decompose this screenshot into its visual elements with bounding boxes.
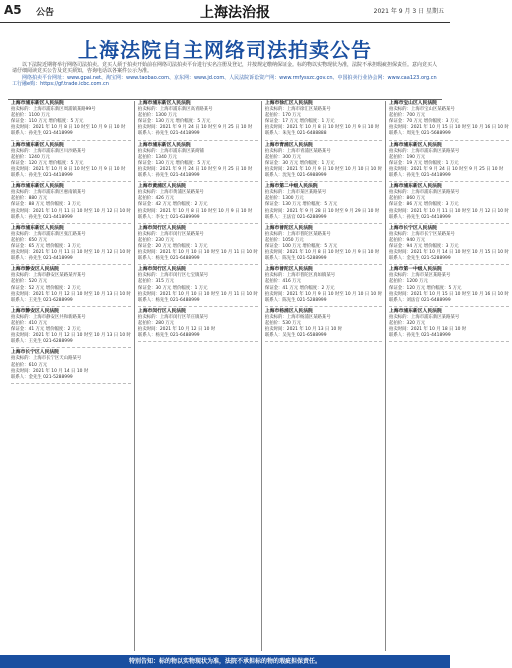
entry-line: 拍卖标的：上海市浦东新区周浦镇某路99号	[11, 107, 96, 113]
entry-line: 拍卖标的：上海市闵行区某路某号	[137, 231, 204, 237]
auction-entry	[138, 226, 258, 266]
entry-line: 保证金：41 万元 增价幅度：2 万元	[11, 327, 81, 333]
auction-entry	[138, 309, 258, 342]
auction-entry	[265, 267, 382, 307]
entry-line: 起拍价：416 万元	[264, 279, 301, 285]
entry-line: 拍卖标的：上海市静安区共和新路某号	[11, 314, 86, 320]
court-name: 上海市静安区人民法院	[11, 308, 59, 314]
entry-line: 起拍价：1100 万元	[11, 113, 50, 119]
auction-entry	[138, 143, 258, 183]
entry-line: 联系人：朱先生 021-6488888	[264, 131, 327, 137]
entry-line: 拍卖时间：2021 年 10 月 15 日 10 时至 10 月 16 日 10 时	[388, 125, 509, 131]
column-2	[135, 101, 262, 651]
entry-line: 保证金：19 万元 增价幅度：1 万元	[388, 160, 459, 166]
entry-line: 拍卖时间：2021 年 10 月 9 日 10 时至 10 月 10 日 10 时	[264, 166, 382, 172]
entry-line: 起拍价：320 万元	[388, 321, 426, 326]
entry-line: 起拍价：426 万元	[137, 196, 175, 202]
entry-line: 拍卖标的：上海市浦东新区某路某号	[388, 314, 460, 320]
entry-line: 保证金：17 万元 增价幅度：1 万元	[264, 119, 335, 125]
court-name: 上海市宝山区人民法院	[388, 101, 437, 106]
entry-separator	[265, 306, 382, 307]
entry-separator	[389, 223, 509, 224]
auction-entry	[11, 184, 131, 224]
entry-line: 拍卖标的：上海市浦东新区高青路某号	[137, 107, 213, 113]
entry-line: 拍卖标的：上海市浦东新区某路某号	[388, 148, 460, 154]
auction-entry	[265, 309, 382, 342]
entry-separator	[389, 181, 509, 182]
court-name: 上海市浦东新区人民法院	[137, 142, 191, 148]
entry-line: 起拍价：230 万元	[137, 237, 175, 243]
auction-entry	[11, 309, 131, 349]
entry-line: 起拍价：1300 万元	[137, 113, 177, 119]
entry-line: 联系人：李女士 021-6389999	[137, 214, 200, 220]
auction-entry	[389, 101, 509, 141]
entry-separator	[11, 264, 131, 265]
auction-entry	[389, 143, 509, 183]
court-name: 上海市浦东新区人民法院	[388, 308, 442, 314]
auction-entry	[11, 267, 131, 307]
entry-line: 拍卖时间：2021 年 9 月 24 日 10 时至 9 月 25 日 10 时	[137, 166, 253, 172]
entry-line: 保证金：130 万元 增价幅度：5 万元	[137, 119, 211, 125]
auction-entry	[389, 309, 509, 342]
entry-line: 保证金：65 万元 增价幅度：3 万元	[11, 243, 81, 249]
entry-separator	[11, 181, 131, 182]
court-name: 上海市浦东新区人民法院	[11, 142, 64, 148]
issue-date: 2021 年 9 月 3 日 星期五	[373, 8, 444, 15]
auction-entry	[389, 226, 509, 266]
entry-line: 联系人：王先生 021-6288999	[11, 339, 73, 345]
entry-line: 联系人：金先生 021-5288999	[11, 374, 73, 380]
entry-line: 拍卖标的：上海市闵行区莘庄镇某号	[137, 314, 209, 320]
column-3	[262, 101, 386, 651]
entry-line: 拍卖时间：2021 年 10 月 10 日 10 时至 10 月 11 日 10 时	[137, 250, 258, 256]
entry-line: 起拍价：610 万元	[11, 362, 48, 368]
entry-line: 起拍价：315 万元	[137, 279, 175, 285]
entry-line: 拍卖标的：上海市某区某路某号	[388, 273, 451, 279]
entry-separator	[265, 223, 382, 224]
court-name: 上海市黄浦区人民法院	[137, 184, 186, 190]
entry-line: 起拍价：1300 万元	[264, 196, 304, 202]
entry-line: 起拍价：280 万元	[137, 321, 175, 326]
entry-line: 拍卖标的：上海市长宁区某路某号	[388, 231, 455, 237]
auction-entry	[11, 101, 131, 141]
entry-line: 起拍价：880 万元	[11, 196, 48, 202]
court-name: 上海市长宁区人民法院	[388, 225, 437, 231]
entry-line: 起拍价：1240 万元	[11, 154, 50, 160]
entry-line: 拍卖时间：2021 年 10 月 18 日 10 时	[388, 327, 467, 333]
entry-line: 保证金：20 万元 增价幅度：1 万元	[137, 243, 208, 249]
entry-line: 保证金：52 万元 增价幅度：2 万元	[11, 285, 81, 291]
entry-line: 起拍价：1050 万元	[264, 237, 304, 243]
entry-line: 联系人：杨先生 021-6488999	[137, 256, 200, 262]
column-1	[8, 101, 135, 651]
court-name: 上海市杨浦区人民法院	[264, 308, 313, 314]
entry-line: 联系人：陈先生 021-5288999	[264, 297, 327, 303]
entry-line: 起拍价：410 万元	[11, 321, 48, 326]
court-name: 上海市浦东新区人民法院	[388, 184, 442, 190]
entry-line: 拍卖时间：2021 年 10 月 10 日 10 时至 10 月 11 日 10 时	[137, 291, 258, 297]
entry-separator	[138, 341, 258, 342]
entry-separator	[11, 347, 131, 348]
entry-line: 联系人：孙先生 021-4418999	[11, 256, 73, 262]
auction-entry	[11, 143, 131, 183]
entry-line: 起拍价：530 万元	[264, 321, 301, 326]
auction-entry	[265, 226, 382, 266]
entry-separator	[389, 264, 509, 265]
section-name: 公告	[36, 8, 55, 18]
entry-line: 保证金：110 万元 增价幅度：5 万元	[11, 119, 84, 125]
entry-line: 拍卖标的：上海市长宁区天山路某号	[11, 356, 82, 362]
entry-line: 联系人：孙先生 021-4418999	[137, 173, 200, 179]
entry-line: 联系人：陈先生 021-5288999	[264, 256, 327, 262]
entry-line: 拍卖标的：上海市青浦区某路某号	[264, 148, 331, 154]
court-name: 上海市徐汇区人民法院	[264, 101, 313, 106]
entry-line: 联系人：刘法官 021-6488999	[388, 297, 451, 303]
entry-line: 拍卖时间：2021 年 10 月 11 日 10 时至 10 月 12 日 10 时	[388, 208, 509, 214]
entry-line: 拍卖标的：上海市杨浦区某路某号	[264, 314, 331, 320]
entry-line: 拍卖时间：2021 年 10 月 15 日 10 时至 10 月 16 日 10 时	[388, 291, 509, 297]
auction-entry	[265, 184, 382, 224]
entry-line: 拍卖时间：2021 年 10 月 8 日 10 时至 10 月 9 日 10 时	[11, 166, 126, 172]
auction-entry	[11, 350, 131, 383]
entry-line: 拍卖标的：上海市宝山区某路某号	[388, 107, 455, 113]
entry-separator	[11, 383, 131, 384]
entry-separator	[138, 181, 258, 182]
entry-line: 联系人：王先生 021-6288999	[11, 297, 73, 303]
entry-line: 起拍价：170 万元	[264, 113, 301, 119]
entry-line: 联系人：沈先生 021-6988999	[264, 173, 327, 179]
entry-line: 保证金：120 万元 增价幅度：5 万元	[11, 160, 84, 166]
entry-line: 联系人：孙先生 021-4418999	[11, 173, 73, 179]
entry-line: 联系人：孙先生 021-4418999	[11, 214, 73, 220]
entry-line: 起拍价：520 万元	[11, 279, 48, 285]
court-name: 上海市浦东新区人民法院	[388, 142, 442, 148]
entry-separator	[138, 264, 258, 265]
entry-line: 拍卖标的：上海市静安区某路某弄某号	[11, 273, 86, 279]
entry-line: 保证金：120 万元 增价幅度：5 万元	[388, 285, 462, 291]
entry-line: 起拍价：190 万元	[388, 154, 426, 160]
entry-line: 拍卖时间：2021 年 10 月 8 日 10 时至 10 月 9 日 10 时	[264, 250, 380, 256]
entry-line: 联系人：杨先生 021-6488999	[137, 297, 200, 303]
entry-line: 拍卖时间：2021 年 9 月 24 日 10 时至 9 月 25 日 10 时	[137, 125, 253, 131]
entry-line: 保证金：41 万元 增价幅度：2 万元	[264, 285, 335, 291]
entry-separator	[265, 341, 382, 342]
entry-separator	[11, 140, 131, 141]
entry-line: 保证金：30 万元 增价幅度：1 万元	[137, 285, 208, 291]
entry-line: 拍卖时间：2021 年 10 月 12 日 10 时	[137, 327, 216, 333]
court-name: 上海市青浦区人民法院	[264, 142, 313, 148]
entry-line: 联系人：孙先生 021-4418999	[137, 131, 200, 137]
entry-line: 保证金：70 万元 增价幅度：3 万元	[388, 119, 459, 125]
auction-columns	[8, 101, 509, 651]
page-number: A5	[4, 3, 22, 17]
intro-paragraph: 以下法院近期将举行网络司法拍卖。竞买人须于拍卖开始前在网络司法拍卖平台进行实名注册及登记，并按规定缴纳保证金。标的物以实物现状为准，法院不承担瑕疵担保责任。意向竞买人请仔细阅读竞买公告及竞买须知，咨询电话以各案件公示为准。	[12, 62, 438, 75]
entry-line: 拍卖标的：上海市浦东新区川沙路某号	[11, 148, 86, 154]
entry-separator	[11, 223, 131, 224]
entry-line: 拍卖时间：2021 年 10 月 8 日 10 时至 10 月 9 日 10 时	[264, 125, 380, 131]
intro-links: 网络拍卖平台网址：www.gpai.net、淘宝网：www.taobao.com、京东网：www.jd.com、人民法院诉讼资产网：www.rmfysszc.gov.cn、中国拍卖行业协会网：www.caa123.org.cn 工行融e购：https://gf.trade.icbc.com.cn	[12, 74, 437, 88]
entry-line: 起拍价：300 万元	[264, 154, 301, 160]
entry-line: 拍卖时间：2021 年 10 月 11 日 10 时至 10 月 12 日 10 时	[11, 250, 131, 256]
auction-entry	[11, 226, 131, 266]
column-4	[386, 101, 512, 651]
entry-separator	[389, 140, 509, 141]
entry-line: 起拍价：700 万元	[388, 113, 426, 119]
entry-line: 拍卖时间：2021 年 10 月 11 日 10 时至 10 月 12 日 10 时	[11, 208, 131, 214]
entry-separator	[11, 306, 131, 307]
entry-line: 拍卖时间：2021 年 9 月 28 日 10 时至 9 月 29 日 10 时	[264, 208, 380, 214]
entry-line: 保证金：86 万元 增价幅度：3 万元	[388, 202, 459, 208]
entry-line: 拍卖时间：2021 年 10 月 14 日 10 时	[11, 368, 89, 374]
entry-separator	[138, 306, 258, 307]
entry-line: 保证金：30 万元 增价幅度：1 万元	[264, 160, 335, 166]
entry-line: 联系人：孙先生 021-4418999	[388, 214, 451, 220]
page-title: 上海法院自主网络司法拍卖公告	[78, 38, 372, 62]
court-name: 上海市浦东新区人民法院	[11, 225, 64, 231]
court-name: 上海市闵行区人民法院	[137, 225, 186, 231]
court-name: 上海市浦东新区人民法院	[11, 184, 64, 190]
court-name: 上海市浦东新区人民法院	[11, 101, 64, 106]
entry-separator	[265, 181, 382, 182]
entry-line: 联系人：孙先生 021-4418999	[388, 333, 451, 339]
entry-line: 联系人：周先生 021-5688999	[388, 131, 451, 137]
page-header	[0, 0, 450, 23]
intro-text	[12, 62, 438, 88]
entry-line: 起拍价：940 万元	[388, 237, 426, 243]
entry-line: 拍卖标的：上海市黄浦区某路某号	[137, 190, 204, 196]
entry-line: 拍卖标的：上海市闵行区七宝镇某号	[137, 273, 209, 279]
entry-separator	[389, 341, 509, 342]
entry-line: 拍卖时间：2021 年 9 月 24 日 10 时至 9 月 25 日 10 时	[388, 166, 504, 172]
masthead: 上海法治报	[200, 5, 270, 21]
auction-entry	[138, 267, 258, 307]
entry-separator	[265, 140, 382, 141]
entry-line: 联系人：杨先生 021-6488999	[137, 333, 200, 339]
court-name: 上海市浦东新区人民法院	[137, 101, 191, 106]
entry-line: 拍卖标的：上海市浦东新区惠南镇某号	[11, 190, 86, 196]
entry-line: 保证金：94 万元 增价幅度：3 万元	[388, 243, 459, 249]
entry-line: 拍卖标的：上海市浦东新区某商铺	[137, 148, 204, 154]
entry-line: 起拍价：1340 万元	[137, 154, 177, 160]
auction-entry	[265, 101, 382, 141]
entry-line: 联系人：孙先生 021-4418999	[11, 131, 73, 137]
entry-line: 联系人：孙先生 021-4418999	[388, 173, 451, 179]
entry-line: 起拍价：860 万元	[388, 196, 426, 202]
entry-line: 拍卖时间：2021 年 10 月 14 日 10 时至 10 月 15 日 10 时	[388, 250, 509, 256]
auction-entry	[265, 143, 382, 183]
entry-line: 起拍价：1200 万元	[388, 279, 428, 285]
auction-entry	[138, 184, 258, 224]
entry-line: 拍卖时间：2021 年 10 月 8 日 10 时至 10 月 9 日 10 时	[137, 208, 253, 214]
entry-line: 拍卖标的：上海市浦东新区某路某号	[388, 190, 460, 196]
entry-separator	[389, 306, 509, 307]
entry-line: 保证金：42 万元 增价幅度：2 万元	[137, 202, 208, 208]
entry-line: 保证金：130 万元 增价幅度：5 万元	[264, 202, 338, 208]
entry-line: 拍卖时间：2021 年 10 月 12 日 10 时至 10 月 13 日 10 时	[11, 333, 131, 339]
court-name: 上海市闵行区人民法院	[137, 267, 186, 273]
entry-separator	[138, 223, 258, 224]
entry-line: 拍卖标的：上海市浦东新区张江路某号	[11, 231, 86, 237]
entry-line: 联系人：王法官 021-6288999	[264, 214, 327, 220]
entry-separator	[138, 140, 258, 141]
court-name: 上海市静安区人民法院	[11, 267, 59, 273]
entry-separator	[265, 264, 382, 265]
court-name: 上海市长宁区人民法院	[11, 350, 59, 356]
entry-line: 联系人：吴先生 021-6588999	[264, 333, 327, 339]
court-name: 上海市闵行区人民法院	[137, 308, 186, 314]
entry-line: 拍卖时间：2021 年 10 月 13 日 10 时	[264, 327, 343, 333]
entry-line: 拍卖时间：2021 年 10 月 12 日 10 时至 10 月 13 日 10 时	[11, 291, 131, 297]
entry-line: 保证金：100 万元 增价幅度：5 万元	[264, 243, 338, 249]
entry-line: 起拍价：650 万元	[11, 237, 48, 243]
footer-notice: 特别告知：标的物以实物现状为准，法院不承担标的物的瑕疵担保责任。	[0, 655, 450, 668]
entry-line: 拍卖标的：上海市某区某路某号	[264, 190, 327, 196]
entry-line: 保证金：130 万元 增价幅度：5 万元	[137, 160, 211, 166]
auction-entry	[389, 267, 509, 307]
entry-line: 联系人：金先生 021-5288999	[388, 256, 451, 262]
court-name: 上海市第二中级人民法院	[264, 184, 318, 190]
entry-line: 拍卖标的：上海市普陀区某路某号	[264, 231, 331, 237]
divider	[8, 99, 442, 100]
entry-line: 拍卖标的：上海市徐汇区某路某号	[264, 107, 331, 113]
court-name: 上海市第一中级人民法院	[388, 267, 442, 273]
court-name: 上海市普陀区人民法院	[264, 267, 313, 273]
auction-entry	[138, 101, 258, 141]
entry-line: 保证金：88 万元 增价幅度：3 万元	[11, 202, 81, 208]
entry-line: 拍卖时间：2021 年 10 月 8 日 10 时至 10 月 9 日 10 时	[11, 125, 126, 131]
auction-entry	[389, 184, 509, 224]
entry-line: 拍卖时间：2021 年 10 月 9 日 10 时至 10 月 10 日 10 时	[264, 291, 382, 297]
court-name: 上海市普陀区人民法院	[264, 225, 313, 231]
entry-line: 拍卖标的：上海市普陀区真如镇某号	[264, 273, 336, 279]
